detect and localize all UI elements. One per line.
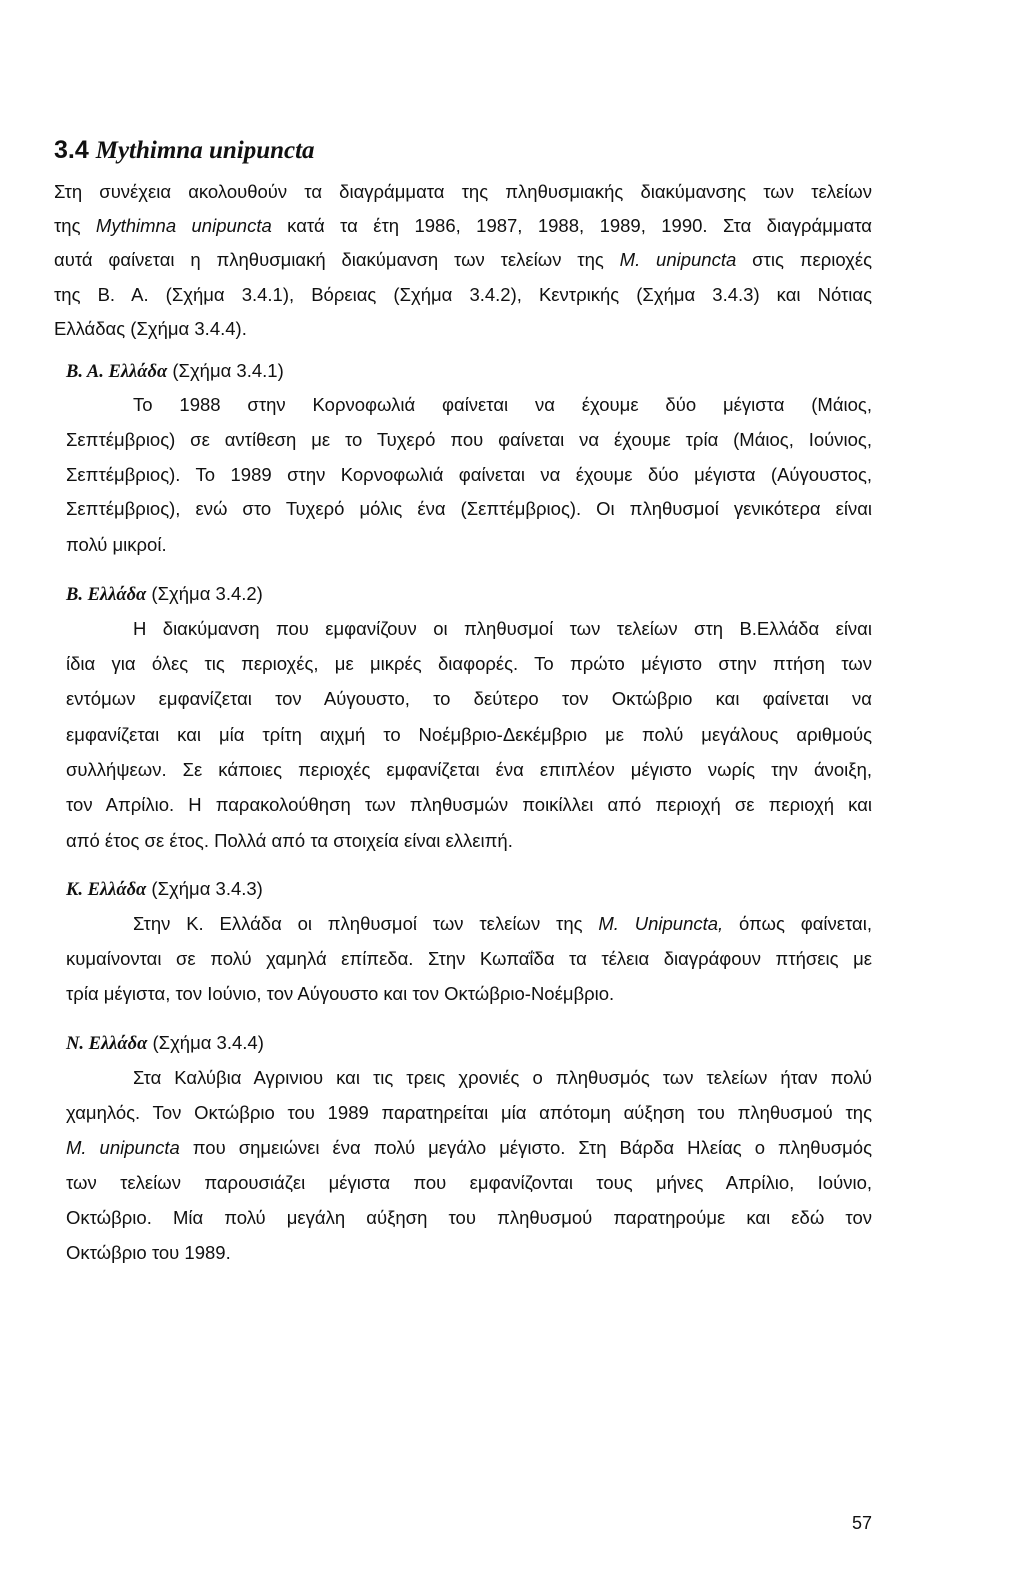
n-line-4: των τελείων παρουσιάζει μέγιστα που εμφανίζονται τους μήνες Απρίλιο, Ιούνιο, xyxy=(66,1172,872,1193)
section-title xyxy=(54,138,315,163)
page-number: 57 xyxy=(852,1513,873,1533)
intro-line-2: της Mythimna unipuncta κατά τα έτη 1986, 1987, 1988, 1989, 1990. Στα διαγράμματα xyxy=(54,215,873,236)
n-line-5: Οκτώβριο. Μία πολύ μεγάλη αύξηση του πληθυσμού παρατηρούμε και εδώ τον xyxy=(66,1207,872,1228)
ba-line-3: Σεπτέμβριος). Το 1989 στην Κορνοφωλιά φαίνεται να έχουμε δύο μέγιστα (Αύγουστος, xyxy=(66,464,872,485)
b-line-6: τον Απρίλιο. Η παρακολούθηση των πληθυσμών ποικίλλει από περιοχή σε περιοχή και xyxy=(66,794,872,815)
section-species-name: Mythimna unipuncta xyxy=(95,137,315,164)
intro-line-1: Στη συνέχεια ακολουθούν τα διαγράμματα της πληθυσμιακής διακύμανσης των τελείων xyxy=(54,181,872,202)
k-line-1: Στην Κ. Ελλάδα οι πληθυσμοί των τελείων της M. Unipuncta, όπως φαίνεται, xyxy=(133,913,872,934)
n-line-6: Οκτώβριο του 1989. xyxy=(66,1242,231,1263)
species-name: M. unipuncta xyxy=(66,1137,180,1158)
subsection-heading-k: Κ. Ελλάδα (Σχήμα 3.4.3) xyxy=(66,878,263,900)
species-name: Mythimna unipuncta xyxy=(95,215,272,236)
intro-line-3: αυτά φαίνεται η πληθυσμιακή διακύμανση των τελείων της M. unipuncta στις περιοχές xyxy=(54,249,873,270)
b-line-5: συλλήψεων. Σε κάποιες περιοχές εμφανίζεται ένα επιπλέον μέγιστο νωρίς την άνοιξη, xyxy=(66,759,872,780)
ba-line-5: πολύ μικροί. xyxy=(66,534,167,555)
ba-line-4: Σεπτέμβριος), ενώ στο Τυχερό μόλις ένα (Σεπτέμβριος). Οι πληθυσμοί γενικότερα είναι xyxy=(66,498,872,519)
species-name: M. unipuncta xyxy=(619,249,737,270)
k-line-3: τρία μέγιστα, τον Ιούνιο, τον Αύγουστο και τον Οκτώβριο-Νοέμβριο. xyxy=(66,983,615,1004)
section-number: 3.4 xyxy=(54,136,89,164)
n-line-3: M. unipuncta που σημειώνει ένα πολύ μεγάλο μέγιστο. Στη Βάρδα Ηλείας ο πληθυσμός xyxy=(66,1137,872,1158)
k-line-2: κυμαίνονται σε πολύ χαμηλά επίπεδα. Στην Κωπαΐδα τα τέλεια διαγράφουν πτήσεις με xyxy=(66,948,872,969)
intro-line-4: της Β. Α. (Σχήμα 3.4.1), Βόρειας (Σχήμα 3.4.2), Κεντρικής (Σχήμα 3.4.3) και Νότιας xyxy=(54,284,872,305)
subsection-heading-b: Β. Ελλάδα (Σχήμα 3.4.2) xyxy=(66,583,263,605)
subsection-heading-n: Ν. Ελλάδα (Σχήμα 3.4.4) xyxy=(66,1032,264,1054)
b-line-4: εμφανίζεται και μία τρίτη αιχμή το Νοέμβριο-Δεκέμβριο με πολύ μεγάλους αριθμούς xyxy=(66,724,872,745)
b-line-3: εντόμων εμφανίζεται τον Αύγουστο, το δεύτερο τον Οκτώβριο και φαίνεται να xyxy=(66,688,872,709)
subsection-heading-ba: Β. Α. Ελλάδα (Σχήμα 3.4.1) xyxy=(66,360,284,382)
n-line-2: χαμηλός. Τον Οκτώβριο του 1989 παρατηρείται μία απότομη αύξηση του πληθυσμού της xyxy=(66,1102,872,1123)
intro-line-5: Ελλάδας (Σχήμα 3.4.4). xyxy=(54,318,247,339)
b-line-1: Η διακύμανση που εμφανίζουν οι πληθυσμοί των τελείων στη Β.Ελλάδα είναι xyxy=(133,618,872,639)
n-line-1: Στα Καλύβια Αγρινιου και τις τρεις χρονιές ο πληθυσμός των τελείων ήταν πολύ xyxy=(133,1067,872,1088)
ba-line-2: Σεπτέμβριος) σε αντίθεση με το Τυχερό που φαίνεται να έχουμε τρία (Μάιος, Ιούνιος, xyxy=(66,429,872,450)
species-name: M. Unipuncta, xyxy=(598,913,724,934)
ba-line-1: Το 1988 στην Κορνοφωλιά φαίνεται να έχουμε δύο μέγιστα (Μάιος, xyxy=(133,394,872,415)
b-line-7: από έτος σε έτος. Πολλά από τα στοιχεία είναι ελλειπή. xyxy=(66,830,513,851)
b-line-2: ίδια για όλες τις περιοχές, με μικρές διαφορές. Το πρώτο μέγιστο στην πτήση των xyxy=(66,653,872,674)
